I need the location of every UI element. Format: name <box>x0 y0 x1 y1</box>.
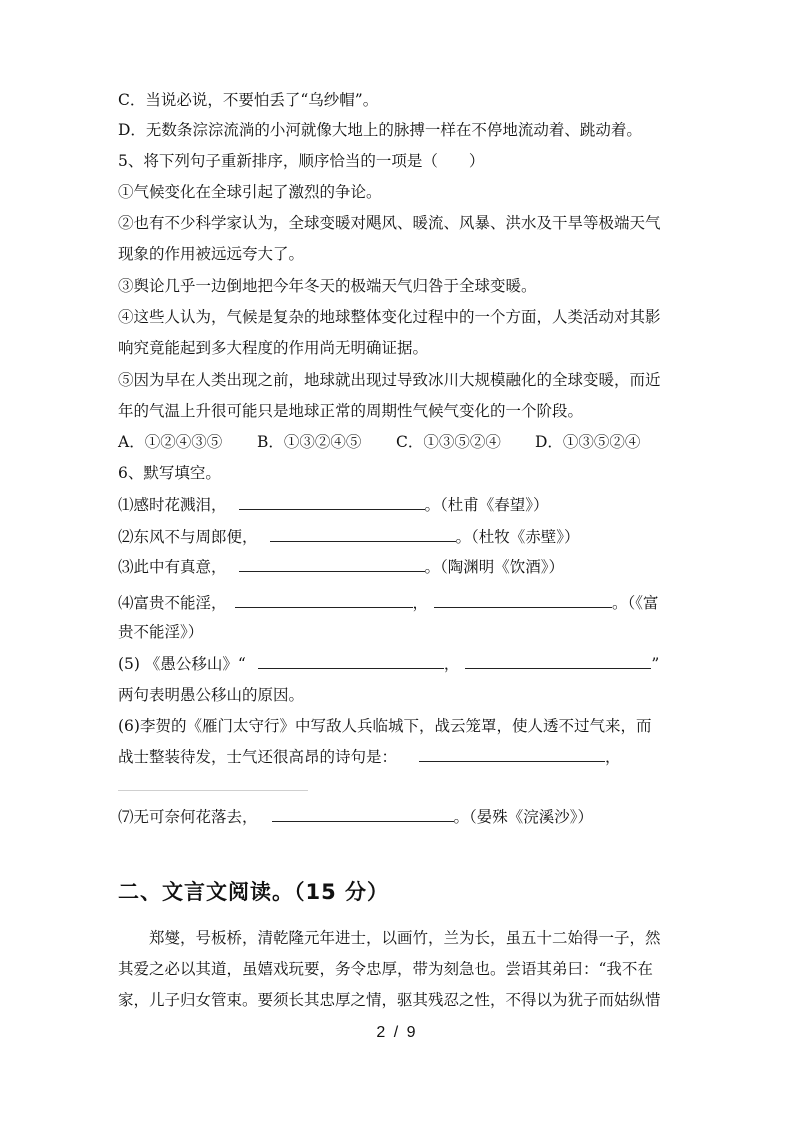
q5-option-d: D．①③⑤②④ <box>535 433 641 451</box>
q5-sentence-1: ①气候变化在全球引起了激烈的争论。 <box>118 183 382 201</box>
q6-line-2-prompt: ⑵东风不与周郎便， <box>118 528 258 546</box>
q6-line-2 <box>118 527 580 547</box>
q4-option-d: D．无数条淙淙流淌的小河就像大地上的脉搏一样在不停地流动着、跳动着。 <box>118 121 642 139</box>
q6-line-6-comma: ， <box>605 748 621 766</box>
q6-line-7-prompt: ⑺无可奈何花落去， <box>118 808 258 826</box>
q6-line-4-cont: 贵不能淫》） <box>118 623 204 641</box>
answer-blank[interactable] <box>239 557 425 572</box>
q5-sentence-5-cont: 年的气温上升很可能只是地球正常的周期性气候气变化的一个阶段。 <box>118 402 584 420</box>
answer-blank[interactable] <box>434 593 612 608</box>
q6-line-6-cont <box>118 747 621 767</box>
q6-line-1-source: 。（杜甫《春望》） <box>424 496 549 514</box>
q6-line-5-prompt: (5) 《愚公移山》“ <box>118 655 246 673</box>
q6-line-5 <box>118 654 659 674</box>
q5-stem: 5、将下列句子重新排序，顺序恰当的一项是（ ） <box>118 152 485 170</box>
q6-line-1-prompt: ⑴感时花溅泪， <box>118 496 227 514</box>
q6-line-3-source: 。（陶渊明《饮酒》） <box>424 558 565 576</box>
q6-line-3-prompt: ⑶此中有真意， <box>118 558 227 576</box>
answer-blank[interactable] <box>258 654 444 669</box>
q5-option-c: C．①③⑤②④ <box>396 433 501 451</box>
divider <box>118 790 308 791</box>
q6-line-4-comma: ， <box>412 594 429 612</box>
q5-sentence-3: ③舆论几乎一边倒地把今年冬天的极端天气归咎于全球变暖。 <box>118 277 537 295</box>
q6-line-5-close-quote: ” <box>651 655 660 673</box>
q6-line-6: (6)李贺的《雁门太守行》中写敌人兵临城下，战云笼罩，使人透不过气来，而 <box>118 717 652 735</box>
answer-blank[interactable] <box>239 495 425 510</box>
q6-line-7-source: 。（晏殊《浣溪沙》） <box>453 808 594 826</box>
q5-sentence-4: ④这些人认为，气候是复杂的地球整体变化过程中的一个方面，人类活动对其影 <box>118 308 661 326</box>
answer-blank[interactable] <box>419 747 605 762</box>
answer-blank[interactable] <box>235 593 413 608</box>
q6-line-4-source: 。（《富 <box>612 594 659 612</box>
q6-line-3 <box>118 557 564 577</box>
q6-stem: 6、默写填空。 <box>118 464 221 482</box>
q6-line-7 <box>118 807 593 827</box>
passage-line-2: 其爱之必以其道，虽嬉戏玩要，务令忠厚，带为刻急也。尝语其弟曰：“我不在 <box>118 960 653 978</box>
q6-line-6-prompt: 战士整装待发，士气还很高昂的诗句是： <box>118 748 398 766</box>
q6-line-2-source: 。（杜牧《赤壁》） <box>455 528 580 546</box>
answer-blank[interactable] <box>272 807 454 822</box>
q5-option-a: A．①②④③⑤ <box>118 433 223 451</box>
q6-line-4 <box>118 593 659 613</box>
q5-sentence-4-cont: 响究竟能起到多大程度的作用尚无明确证据。 <box>118 339 429 357</box>
page-number: 2 / 9 <box>376 1024 418 1041</box>
q6-line-4-prompt: ⑷富贵不能淫， <box>118 594 227 612</box>
q5-sentence-5: ⑤因为早在人类出现之前，地球就出现过导致冰川大规模融化的全球变暖，而近 <box>118 371 661 389</box>
q5-sentence-2: ②也有不少科学家认为，全球变暖对飓风、暖流、风暴、洪水及干旱等极端天气 <box>118 214 661 232</box>
section-heading: 二、文言文阅读。（15 分） <box>118 880 390 904</box>
passage-line-3: 家，儿子归女管束。要须长其忠厚之情，驱其残忍之性，不得以为犹子而姑纵惜 <box>118 991 661 1009</box>
answer-blank[interactable] <box>465 654 651 669</box>
q6-line-5-cont: 两句表明愚公移山的原因。 <box>118 686 305 704</box>
q5-sentence-2-cont: 现象的作用被远远夸大了。 <box>118 245 305 263</box>
q4-option-c: C．当说必说，不要怕丢了“乌纱帽”。 <box>118 91 379 109</box>
answer-blank[interactable] <box>270 527 456 542</box>
q5-option-b: B．①③②④⑤ <box>257 433 362 451</box>
q6-line-1 <box>118 495 549 515</box>
q6-line-5-comma: ， <box>443 655 460 673</box>
passage-line-1: 郑燮，号板桥，清乾隆元年进士，以画竹，兰为长，虽五十二始得一子，然 <box>118 929 661 947</box>
